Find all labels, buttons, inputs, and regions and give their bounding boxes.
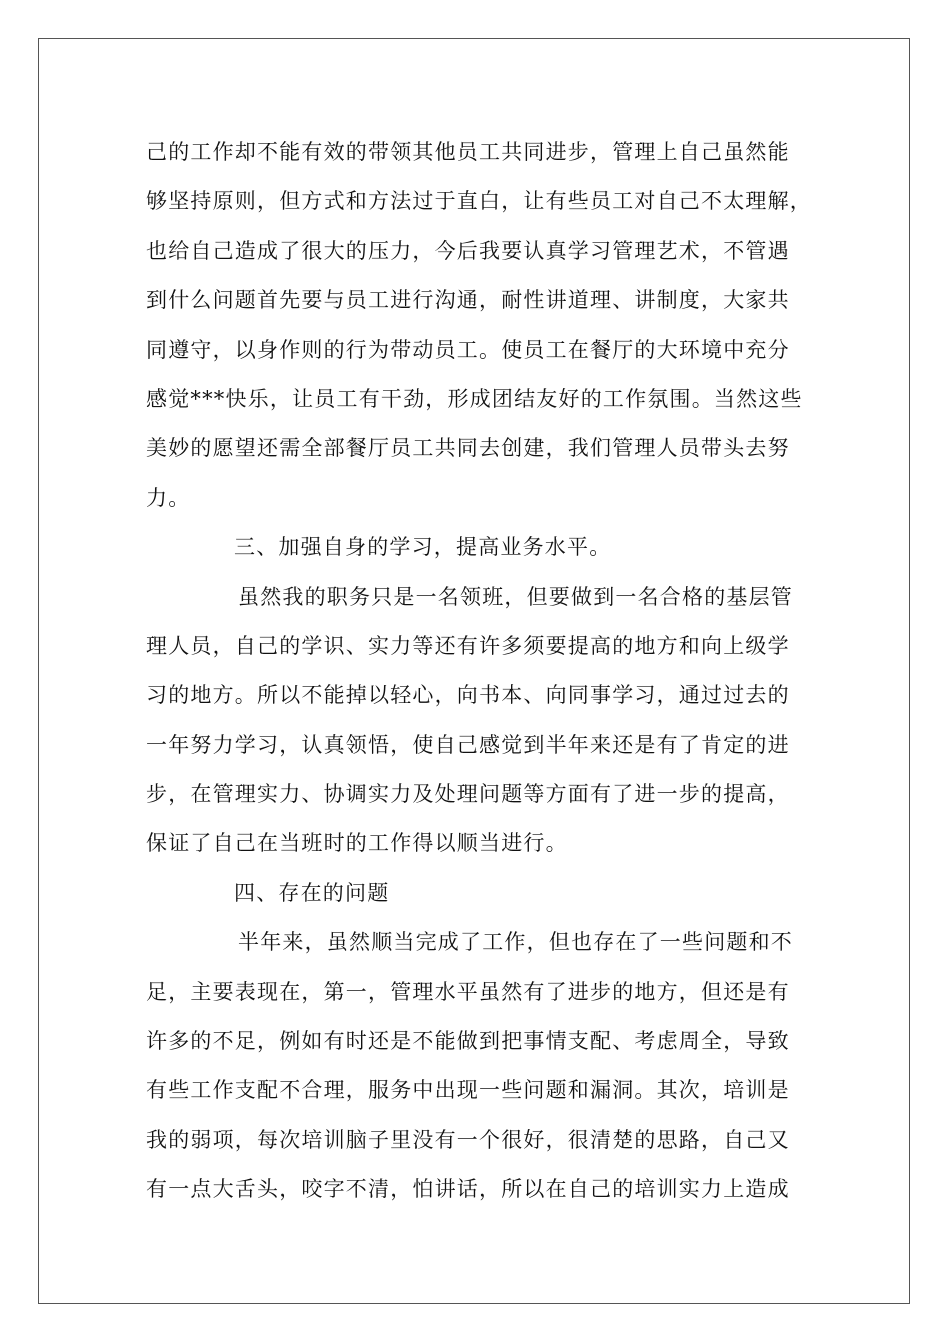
paragraph-line: 保证了自己在当班时的工作得以顺当进行。 — [146, 831, 568, 856]
paragraph-line: 理人员，自己的学识、实力等还有许多须要提高的地方和向上级学 — [146, 633, 790, 658]
paragraph-line: 许多的不足，例如有时还是不能做到把事情支配、考虑周全，导致 — [146, 1029, 790, 1054]
paragraph-line: 足，主要表现在，第一，管理水平虽然有了进步的地方，但还是有 — [146, 979, 790, 1004]
paragraph-line: 习的地方。所以不能掉以轻心，向书本、向同事学习，通过过去的 — [146, 683, 790, 708]
paragraph-line: 有些工作支配不合理，服务中出现一些问题和漏洞。其次，培训是 — [146, 1078, 790, 1103]
paragraph-line: 同遵守，以身作则的行为带动员工。使员工在餐厅的大环境中充分 — [146, 337, 790, 362]
paragraph-line: 我的弱项，每次培训脑子里没有一个很好，很清楚的思路，自己又 — [146, 1127, 790, 1152]
paragraph-line: 够坚持原则，但方式和方法过于直白，让有些员工对自己不太理解， — [146, 189, 812, 214]
paragraph-line: 虽然我的职务只是一名领班，但要做到一名合格的基层管 — [238, 584, 793, 609]
paragraph-line: 也给自己造成了很大的压力，今后我要认真学习管理艺术，不管遇 — [146, 238, 790, 263]
paragraph-line: 感觉***快乐，让员工有干劲，形成团结友好的工作氛围。当然这些 — [146, 386, 803, 411]
document-body — [146, 128, 826, 1215]
paragraph-line: 有一点大舌头，咬字不清，怕讲话，所以在自己的培训实力上造成 — [146, 1177, 790, 1202]
paragraph-line: 步，在管理实力、协调实力及处理问题等方面有了进一步的提高， — [146, 782, 790, 807]
paragraph-line: 己的工作却不能有效的带领其他员工共同进步，管理上自己虽然能 — [146, 140, 790, 164]
paragraph-line: 美妙的愿望还需全部餐厅员工共同去创建，我们管理人员带头去努 — [146, 436, 790, 461]
paragraph-line: 一年努力学习，认真领悟，使自己感觉到半年来还是有了肯定的进 — [146, 732, 790, 757]
section-heading: 三、加强自身的学习，提高业务水平。 — [234, 535, 612, 560]
paragraph-line: 半年来，虽然顺当完成了工作，但也存在了一些问题和不 — [238, 930, 793, 955]
paragraph-line: 到什么问题首先要与员工进行沟通，耐性讲道理、讲制度，大家共 — [146, 288, 790, 313]
section-heading: 四、存在的问题 — [234, 880, 390, 905]
paragraph-line: 力。 — [146, 485, 191, 510]
